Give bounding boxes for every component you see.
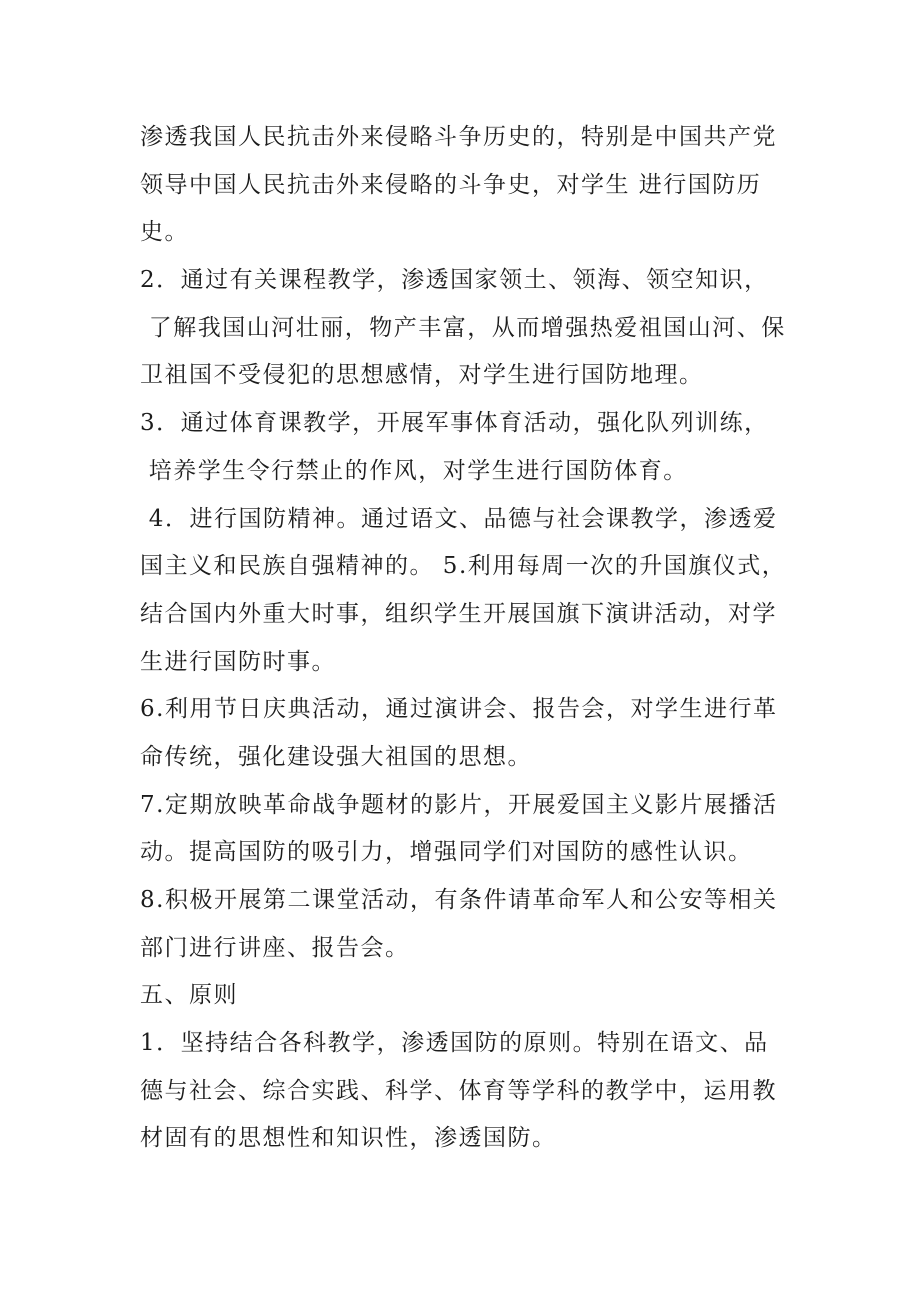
text-line: 领导中国人民抗击外来侵略的斗争史，对学生 进行国防历: [140, 171, 762, 198]
text-line: 命传统，强化建设强大祖国的思想。: [140, 743, 532, 770]
text-line: 动。提高国防的吸引力，增强同学们对国防的感性认识。: [140, 839, 753, 866]
text-line: 卫祖国不受侵犯的思想感情，对学生进行国防地理。: [140, 362, 704, 389]
text-line: 材固有的思想性和知识性，渗透国防。: [140, 1125, 557, 1152]
text-line: 培养学生令行禁止的作风，对学生进行国防体育。: [140, 457, 688, 484]
document-body: [140, 114, 800, 1163]
text-line: 德与社会、综合实践、科学、体育等学科的教学中，运用教: [140, 1077, 777, 1104]
text-line: 7.定期放映革命战争题材的影片，开展爱国主义影片展播活: [140, 791, 778, 818]
section-heading: 五、原则: [140, 982, 238, 1009]
text-line: 8.积极开展第二课堂活动，有条件请革命军人和公安等相关: [140, 887, 778, 913]
text-line: 1．坚持结合各科教学，渗透国防的原则。特别在语文、品: [140, 1030, 769, 1057]
text-line: 结合国内外重大时事，组织学生开展国旗下演讲活动，对学: [140, 600, 777, 627]
text-line: 部门进行讲座、报告会。: [140, 934, 410, 961]
text-line: 史。: [140, 219, 189, 246]
text-line: 4．进行国防精神。通过语文、品德与社会课教学，渗透爱: [140, 505, 778, 532]
text-line: 2．通过有关课程教学，渗透国家领土、领海、领空知识，: [140, 267, 769, 294]
text-line: 6.利用节日庆典活动，通过演讲会、报告会，对学生进行革: [140, 696, 778, 723]
text-line: 渗透我国人民抗击外来侵略斗争历史的，特别是中国共产党: [140, 124, 777, 150]
text-line: 了解我国山河壮丽，物产丰富，从而增强热爱祖国山河、保: [140, 314, 786, 341]
text-line: 国主义和民族自强精神的。 5.利用每周一次的升国旗仪式，: [140, 553, 787, 580]
text-line: 生进行国防时事。: [140, 648, 336, 675]
text-line: 3．通过体育课教学，开展军事体育活动，强化队列训练，: [140, 410, 769, 437]
